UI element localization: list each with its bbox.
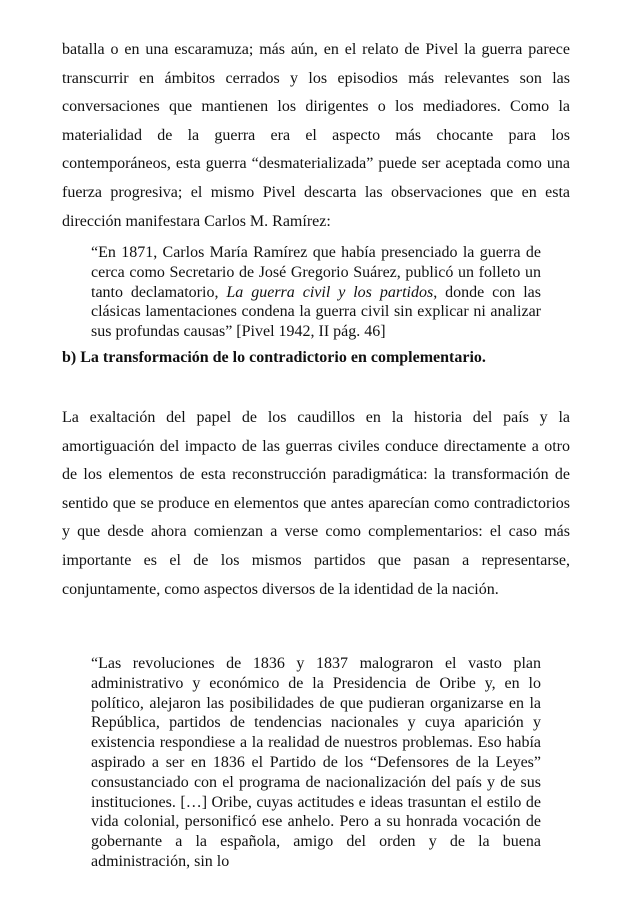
quote-text: “En 1871, Carlos María Ramírez que había presenciado la guerra de cerca como Secretario de José Gregorio Suárez, publicó un folleto un tanto declamatorio,: [91, 244, 541, 301]
book-title: La guerra civil y los partidos: [226, 283, 434, 301]
block-quote: “Las revoluciones de 1836 y 1837 malograron el vasto plan administrativo y económico de la Presidencia de Oribe y, en lo político, alejaron las posibilidades de que pudieran organizarse en la República, partidos de tendencias nacionales y cuya aparición y existencia respondiese a la realidad de nuestros problemas. Eso había aspirado a ser en 1836 el Partido de los “Defensores de la Leyes” consustanciado con el programa de nacionalización del país y de sus instituciones. […] Oribe, cuyas actitudes e ideas trasuntan el estilo de vida colonial, personificó ese anhelo. Pero a su honrada vocación de gobernante a la española, amigo del orden y de la buena administración, sin lo: [91, 655, 541, 870]
body-paragraph: batalla o en una escaramuza; más aún, en el relato de Pivel la guerra parece transcurrir en ámbitos cerrados y los episodios más relevantes son las conversaciones que mantienen los dirigentes o los mediadores. Como la materialidad de la guerra era el aspecto más chocante para los contemporáneos, esta guerra “desmaterializada” puede ser aceptada como una fuerza progresiva; el mismo Pivel descarta las observaciones que en esta dirección manifestara Carlos M. Ramírez:: [62, 41, 570, 230]
quote-text: , donde con las clásicas lamentaciones condena la guerra civil sin explicar ni analizar sus profundas causas” [Pivel 1942, II pág. 46]: [91, 283, 541, 341]
block-quote: [91, 243, 541, 342]
body-paragraph: La exaltación del papel de los caudillos en la historia del país y la amortiguación del impacto de las guerras civiles conduce directamente a otro de los elementos de esta reconstrucción paradigmática: la transformación de sentido que se produce en elementos que antes aparecían como contradictorios y que desde ahora comienzan a verse como complementarios: el caso más importante es el de los mismos partidos que pasan a representarse, conjuntamente, como aspectos diversos de la identidad de la nación.: [62, 409, 570, 598]
section-heading: b) La transformación de lo contradictorio en complementario.: [62, 349, 486, 366]
